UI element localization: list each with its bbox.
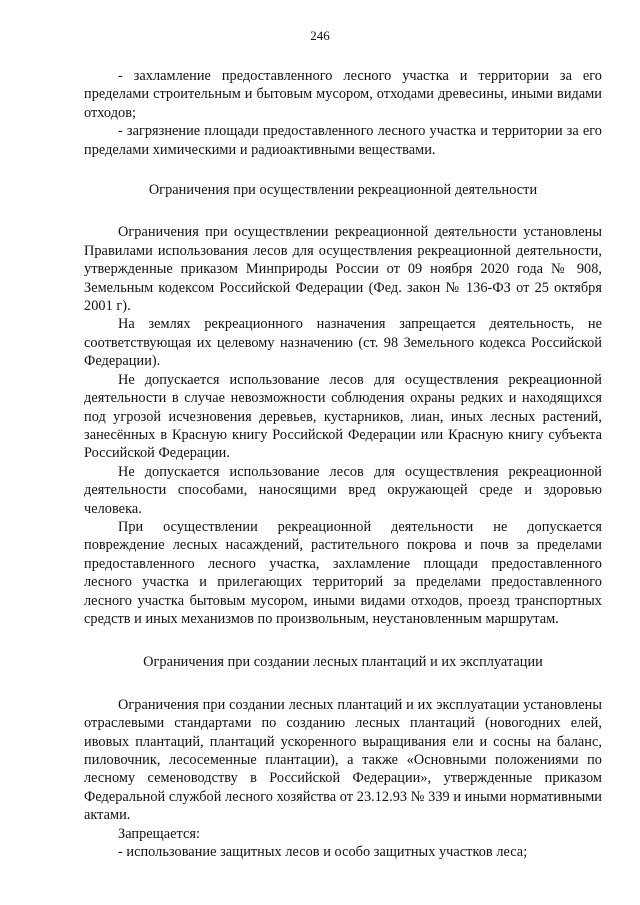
recreation-paragraph-3: Не допускается использование лесов для осуществления рекреационной деятельности в случае невозможности соблюдения охраны редких и находящихся под угрозой исчезновения деревьев, кустарников, лиан, иных лесных растений, занесённых в Красную книгу Российской Федерации или Красную книгу субъекта Российской Федерации.: [84, 371, 602, 462]
recreation-paragraph-4: Не допускается использование лесов для осуществления рекреационной деятельности способами, наносящими вред окружающей среде и здоровью человека.: [84, 463, 602, 517]
plantations-paragraph-3: - использование защитных лесов и особо защитных участков леса;: [118, 844, 528, 861]
plantations-paragraph-2: Запрещается:: [118, 825, 200, 842]
section-heading-plantations: Ограничения при создании лесных плантаций и их эксплуатации: [143, 654, 543, 671]
recreation-paragraph-5: При осуществлении рекреационной деятельности не допускается повреждение лесных насаждений, растительного покрова и почв за пределами предоставленного лесного участка, захламление площади предоставленного лесного участка и прилегающих территорий за пределами предоставленного лесного участка бытовым мусором, иными видами отходов, проезд транспортных средств и иных механизмов по произвольным, неустановленным маршрутам.: [84, 518, 602, 627]
page-number: 246: [310, 28, 330, 43]
plantations-paragraph-1: Ограничения при создании лесных плантаций и их эксплуатации установлены отраслевыми стандартами по созданию лесных плантаций (новогодних елей, ивовых плантаций, плантаций ускоренного выращивания ели и сосны на баланс, пиловочник, лесосеменные плантации), а также «Основными положениями по лесному семеноводству в Российской Федерации», утвержденные приказом Федеральной службой лесного хозяйства от 23.12.93 № 339 и иными нормативными актами.: [84, 696, 602, 824]
recreation-paragraph-2: На землях рекреационного назначения запрещается деятельность, не соответствующая их целевому назначению (ст. 98 Земельного кодекса Российской Федерации).: [84, 316, 602, 370]
intro-paragraph-1: - захламление предоставленного лесного участка и территории за его пределами строительным и бытовым мусором, отходами древесины, иными видами отходов;: [84, 68, 602, 121]
recreation-paragraph-1: Ограничения при осуществлении рекреационной деятельности установлены Правилами использования лесов для осуществления рекреационной деятельности, утвержденные приказом Минприроды России от 09 ноября 2020 года № 908, Земельным кодексом Российской Федерации (Фед. закон № 136-ФЗ от 25 октября 2001 г).: [84, 224, 602, 315]
intro-paragraph-2: - загрязнение площади предоставленного лесного участка и территории за его пределами химическими и радиоактивными веществами.: [84, 123, 602, 158]
page-content: [84, 67, 602, 861]
section-heading-recreation: Ограничения при осуществлении рекреационной деятельности: [148, 182, 538, 199]
